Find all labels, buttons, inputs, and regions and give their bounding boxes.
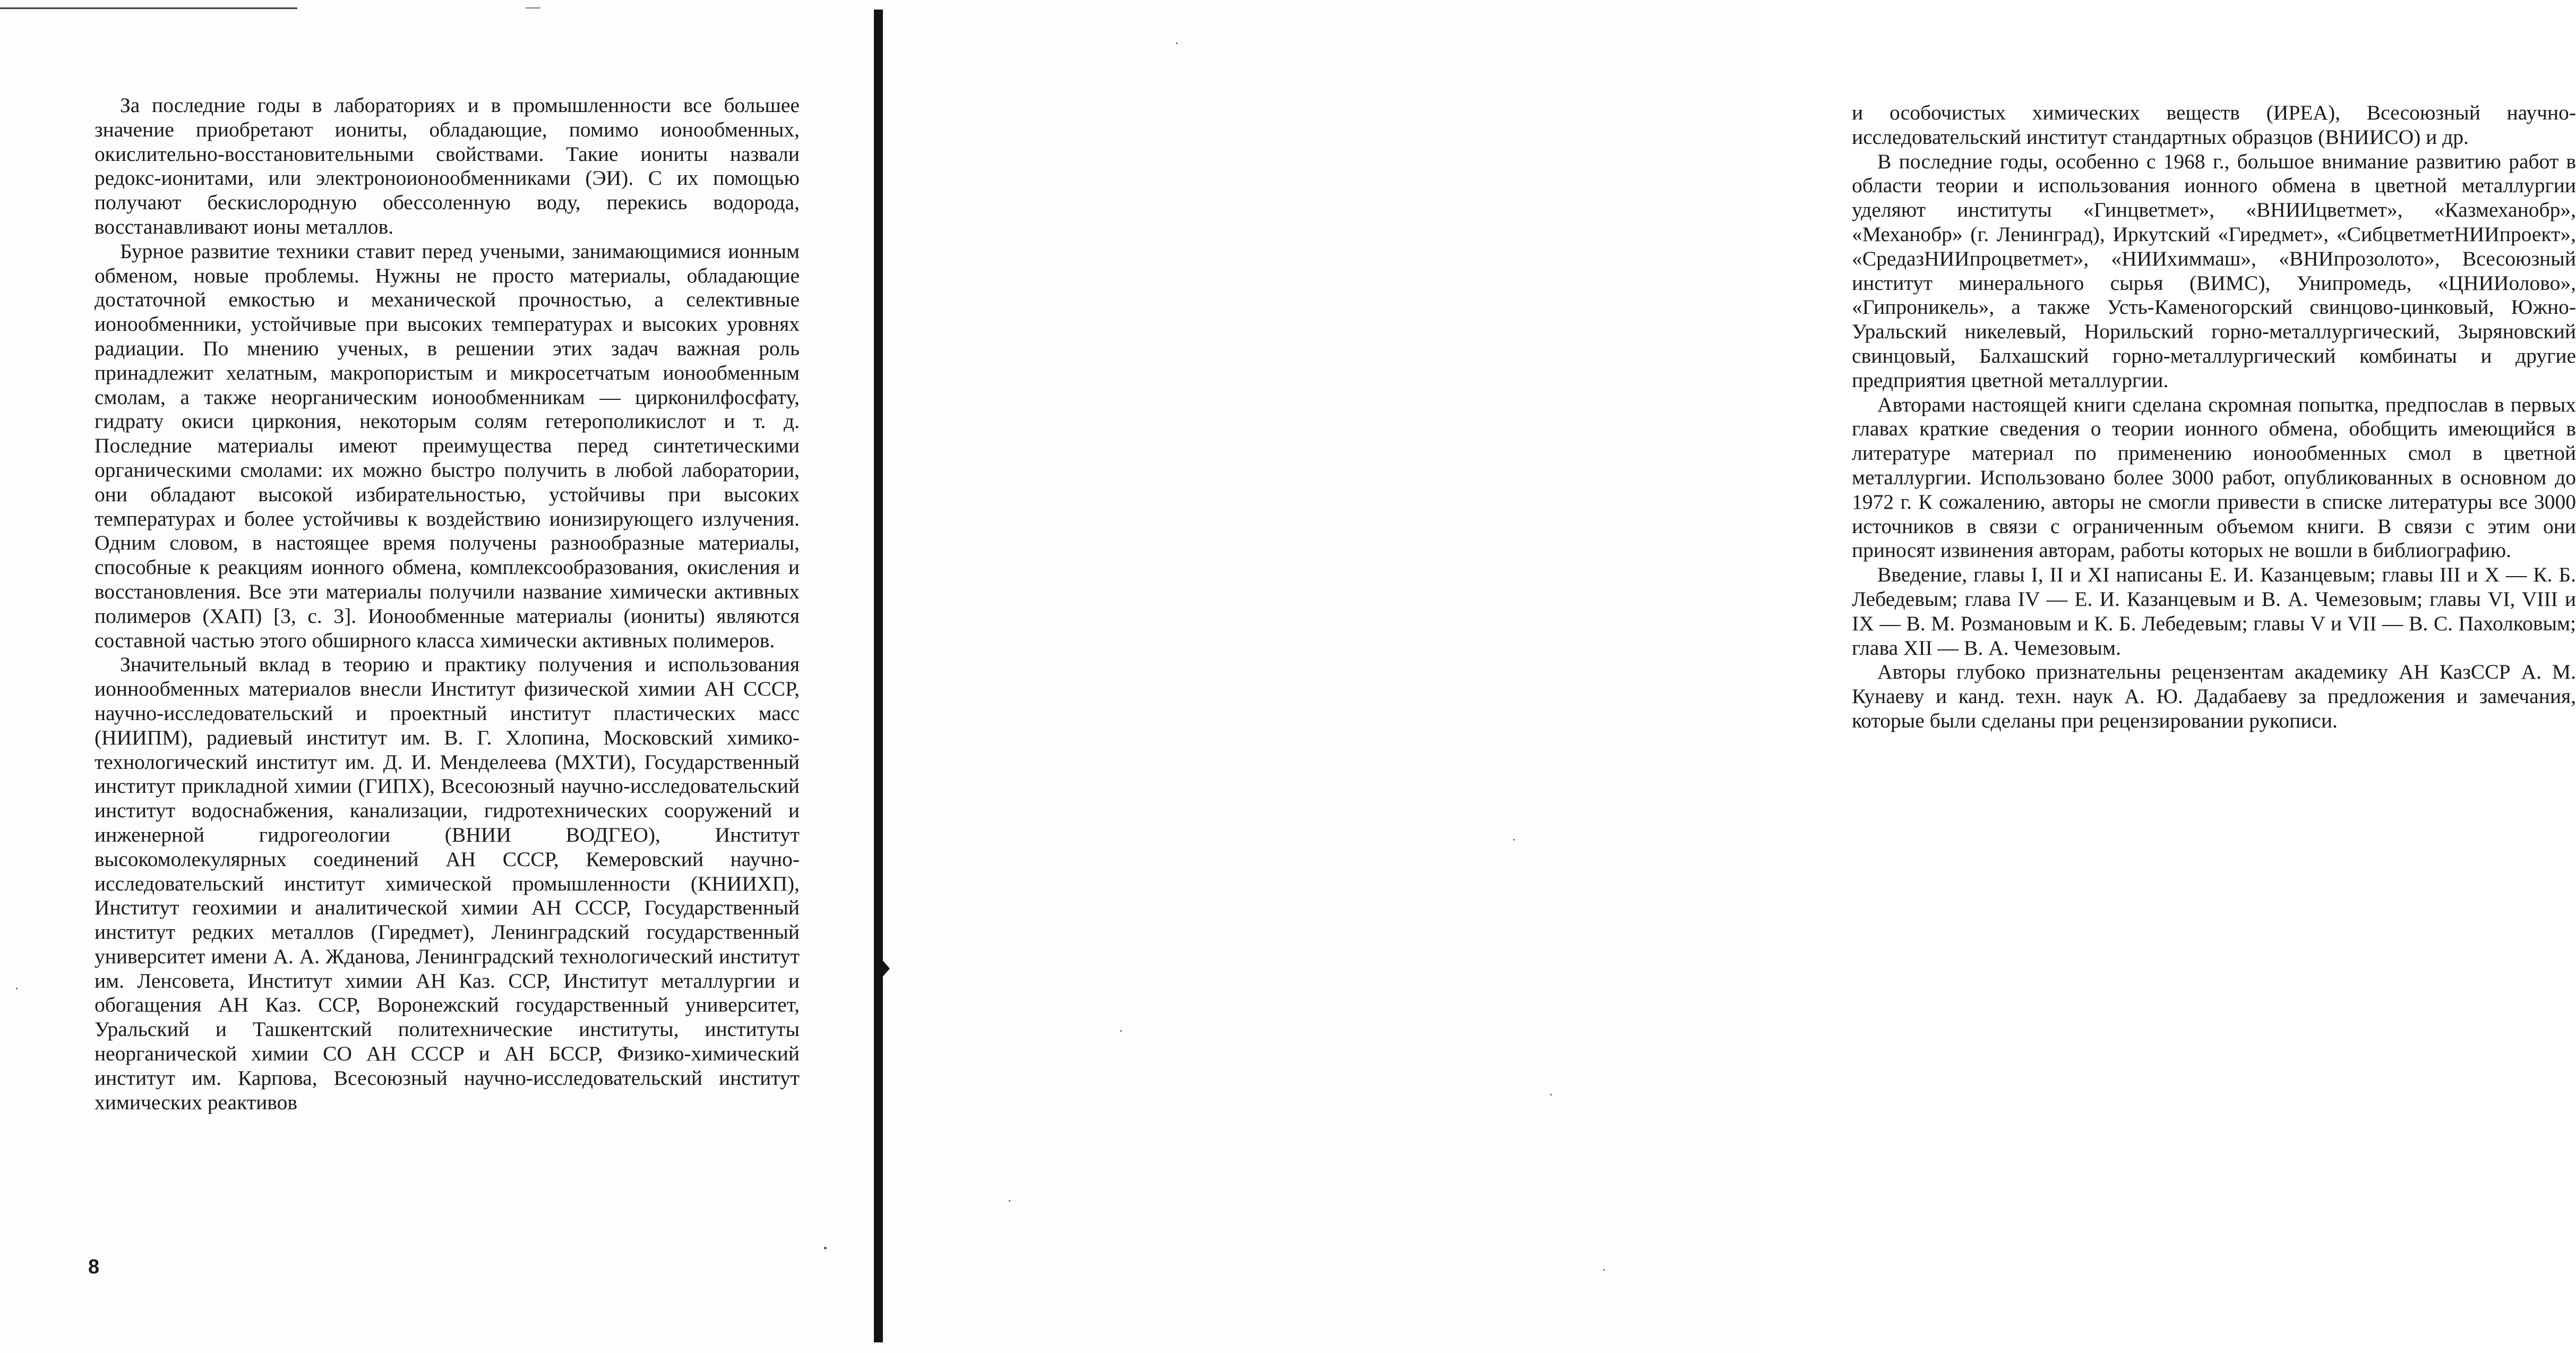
right-page (881, 0, 2576, 1353)
scan-speck (1513, 839, 1515, 841)
left-paragraph-2: Бурное развитие техники ставит перед учеными, занимающимися ионным обменом, новые проблемы. Нужны не просто материалы, обладающие достаточной емкостью и механической прочностью, а селективные ионообменники, устойчивые при высоких температурах и высоких уровнях радиации. По мнению ученых, в решении этих задач важная роль принадлежит хелатным, макропористым и микросетчатым ионообменным смолам, а также неорганическим ионообменникам — цирконилфосфату, гидрату окиси циркония, некоторым солям гетерополикислот и т. д. Последние материалы имеют преимущества перед синтетическими органическими смолами: их можно быстро получить в любой лаборатории, они обладают высокой избирательностью, устойчивы при высоких температурах и более устойчивы к воздействию ионизирующего излучения. Одним словом, в настоящее время получены разнообразные материалы, способные к реакциям ионного обмена, комплексообразования, окисления и восстановления. Все эти материалы получили название химически активных полимеров (ХАП) [3, с. 3]. Ионообменные материалы (иониты) являются составной частью этого обширного класса химически активных полимеров. (95, 239, 800, 652)
scan-speck (1550, 1094, 1552, 1095)
scan-speck (1603, 1269, 1605, 1271)
right-paragraph-4: Введение, главы I, II и XI написаны Е. И. Казанцевым; главы III и X — К. Б. Лебедевым; глава IV — Е. И. Казанцевым и В. А. Чемезовым; главы VI, VIII и IX — В. М. Розмановым и К. Б. Лебедевым; главы V и VII — В. С. Пахолковым; глава XII — В. А. Чемезовым. (1852, 563, 2576, 660)
scan-speck (824, 1247, 827, 1249)
right-paragraph-continuation: и особочистых химических веществ (ИРЕА), Всесоюзный научно-исследовательский институт стандартных образцов (ВНИИСО) и др. (1852, 101, 2576, 149)
left-page-text (95, 93, 800, 1115)
scan-speck (1120, 1030, 1122, 1032)
scan-speck (1176, 42, 1178, 44)
left-paragraph-1: За последние годы в лабораториях и в промышленности все большее значение приобретают иониты, обладающие, помимо ионообменных, окислительно-восстановительными свойствами. Такие иониты назвали редокс-ионитами, или электроноионообменниками (ЭИ). С их помощью получают бескислородную обессоленную воду, перекись водорода, восстанавливают ионы металлов. (95, 93, 800, 238)
right-paragraph-5: Авторы глубоко признательны рецензентам академику АН КазССР А. М. Кунаеву и канд. техн. наук А. Ю. Дадабаеву за предложения и замечания, которые были сделаны при рецензировании рукописи. (1852, 660, 2576, 732)
left-paragraph-3: Значительный вклад в теорию и практику получения и использования ионнообменных материалов внесли Институт физической химии АН СССР, научно-исследовательский и проектный институт пластических масс (НИИПМ), радиевый институт им. В. Г. Хлопина, Московский химико-технологический институт им. Д. И. Менделеева (МХТИ), Государственный институт прикладной химии (ГИПХ), Всесоюзный научно-исследовательский институт водоснабжения, канализации, гидротехнических сооружений и инженерной гидрогеологии (ВНИИ ВОДГЕО), Институт высокомолекулярных соединений АН СССР, Кемеровский научно-исследовательский институт химической промышленности (КНИИХП), Институт геохимии и аналитической химии АН СССР, Государственный институт редких металлов (Гиредмет), Ленинградский государственный университет имени А. А. Жданова, Ленинградский технологический институт им. Ленсовета, Институт химии АН Каз. ССР, Институт металлургии и обогащения АН Каз. ССР, Воронежский государственный университет, Уральский и Ташкентский политехнические институты, институты неорганической химии СО АН СССР и АН БССР, Физико-химический институт им. Карпова, Всесоюзный научно-исследовательский институт химических реактивов (95, 653, 800, 1114)
page-number: 8 (88, 1256, 100, 1278)
right-paragraph-2: В последние годы, особенно с 1968 г., большое внимание развитию работ в области теории и использования ионного обмена в цветной металлургии уделяют институты «Гинцветмет», «ВНИИцветмет», «Казмеханобр», «Механобр» (г. Ленинград), Иркутский «Гиредмет», «СибцветметНИИпроект», «СредазНИИпроцветмет», «НИИхиммаш», «ВНИпрозолото», Всесоюзный институт минерального сырья (ВИМС), Унипромедь, «ЦНИИолово», «Гипроникель», а также Усть-Каменогорский свинцово-цинковый, Южно-Уральский никелевый, Норильский горно-металлургический, Зыряновский свинцовый, Балхашский горно-металлургический комбинаты и другие предприятия цветной металлургии. (1852, 149, 2576, 392)
scan-speck (16, 988, 18, 989)
right-page-text (1852, 101, 2576, 733)
right-paragraph-3: Авторами настоящей книги сделана скромная попытка, предпослав в первых главах краткие сведения о теории ионного обмена, обобщить имеющийся в литературе материал по применению ионообменных смол в цветной металлургии. Использовано более 3000 работ, опубликованных в основном до 1972 г. К сожалению, авторы не смогли привести в списке литературы все 3000 источников в связи с ограниченным объемом книги. В связи с этим они приносят извинения авторам, работы которых не вошли в библиографию. (1852, 392, 2576, 562)
scan-speck (1009, 1200, 1010, 1202)
left-page (0, 0, 871, 1353)
